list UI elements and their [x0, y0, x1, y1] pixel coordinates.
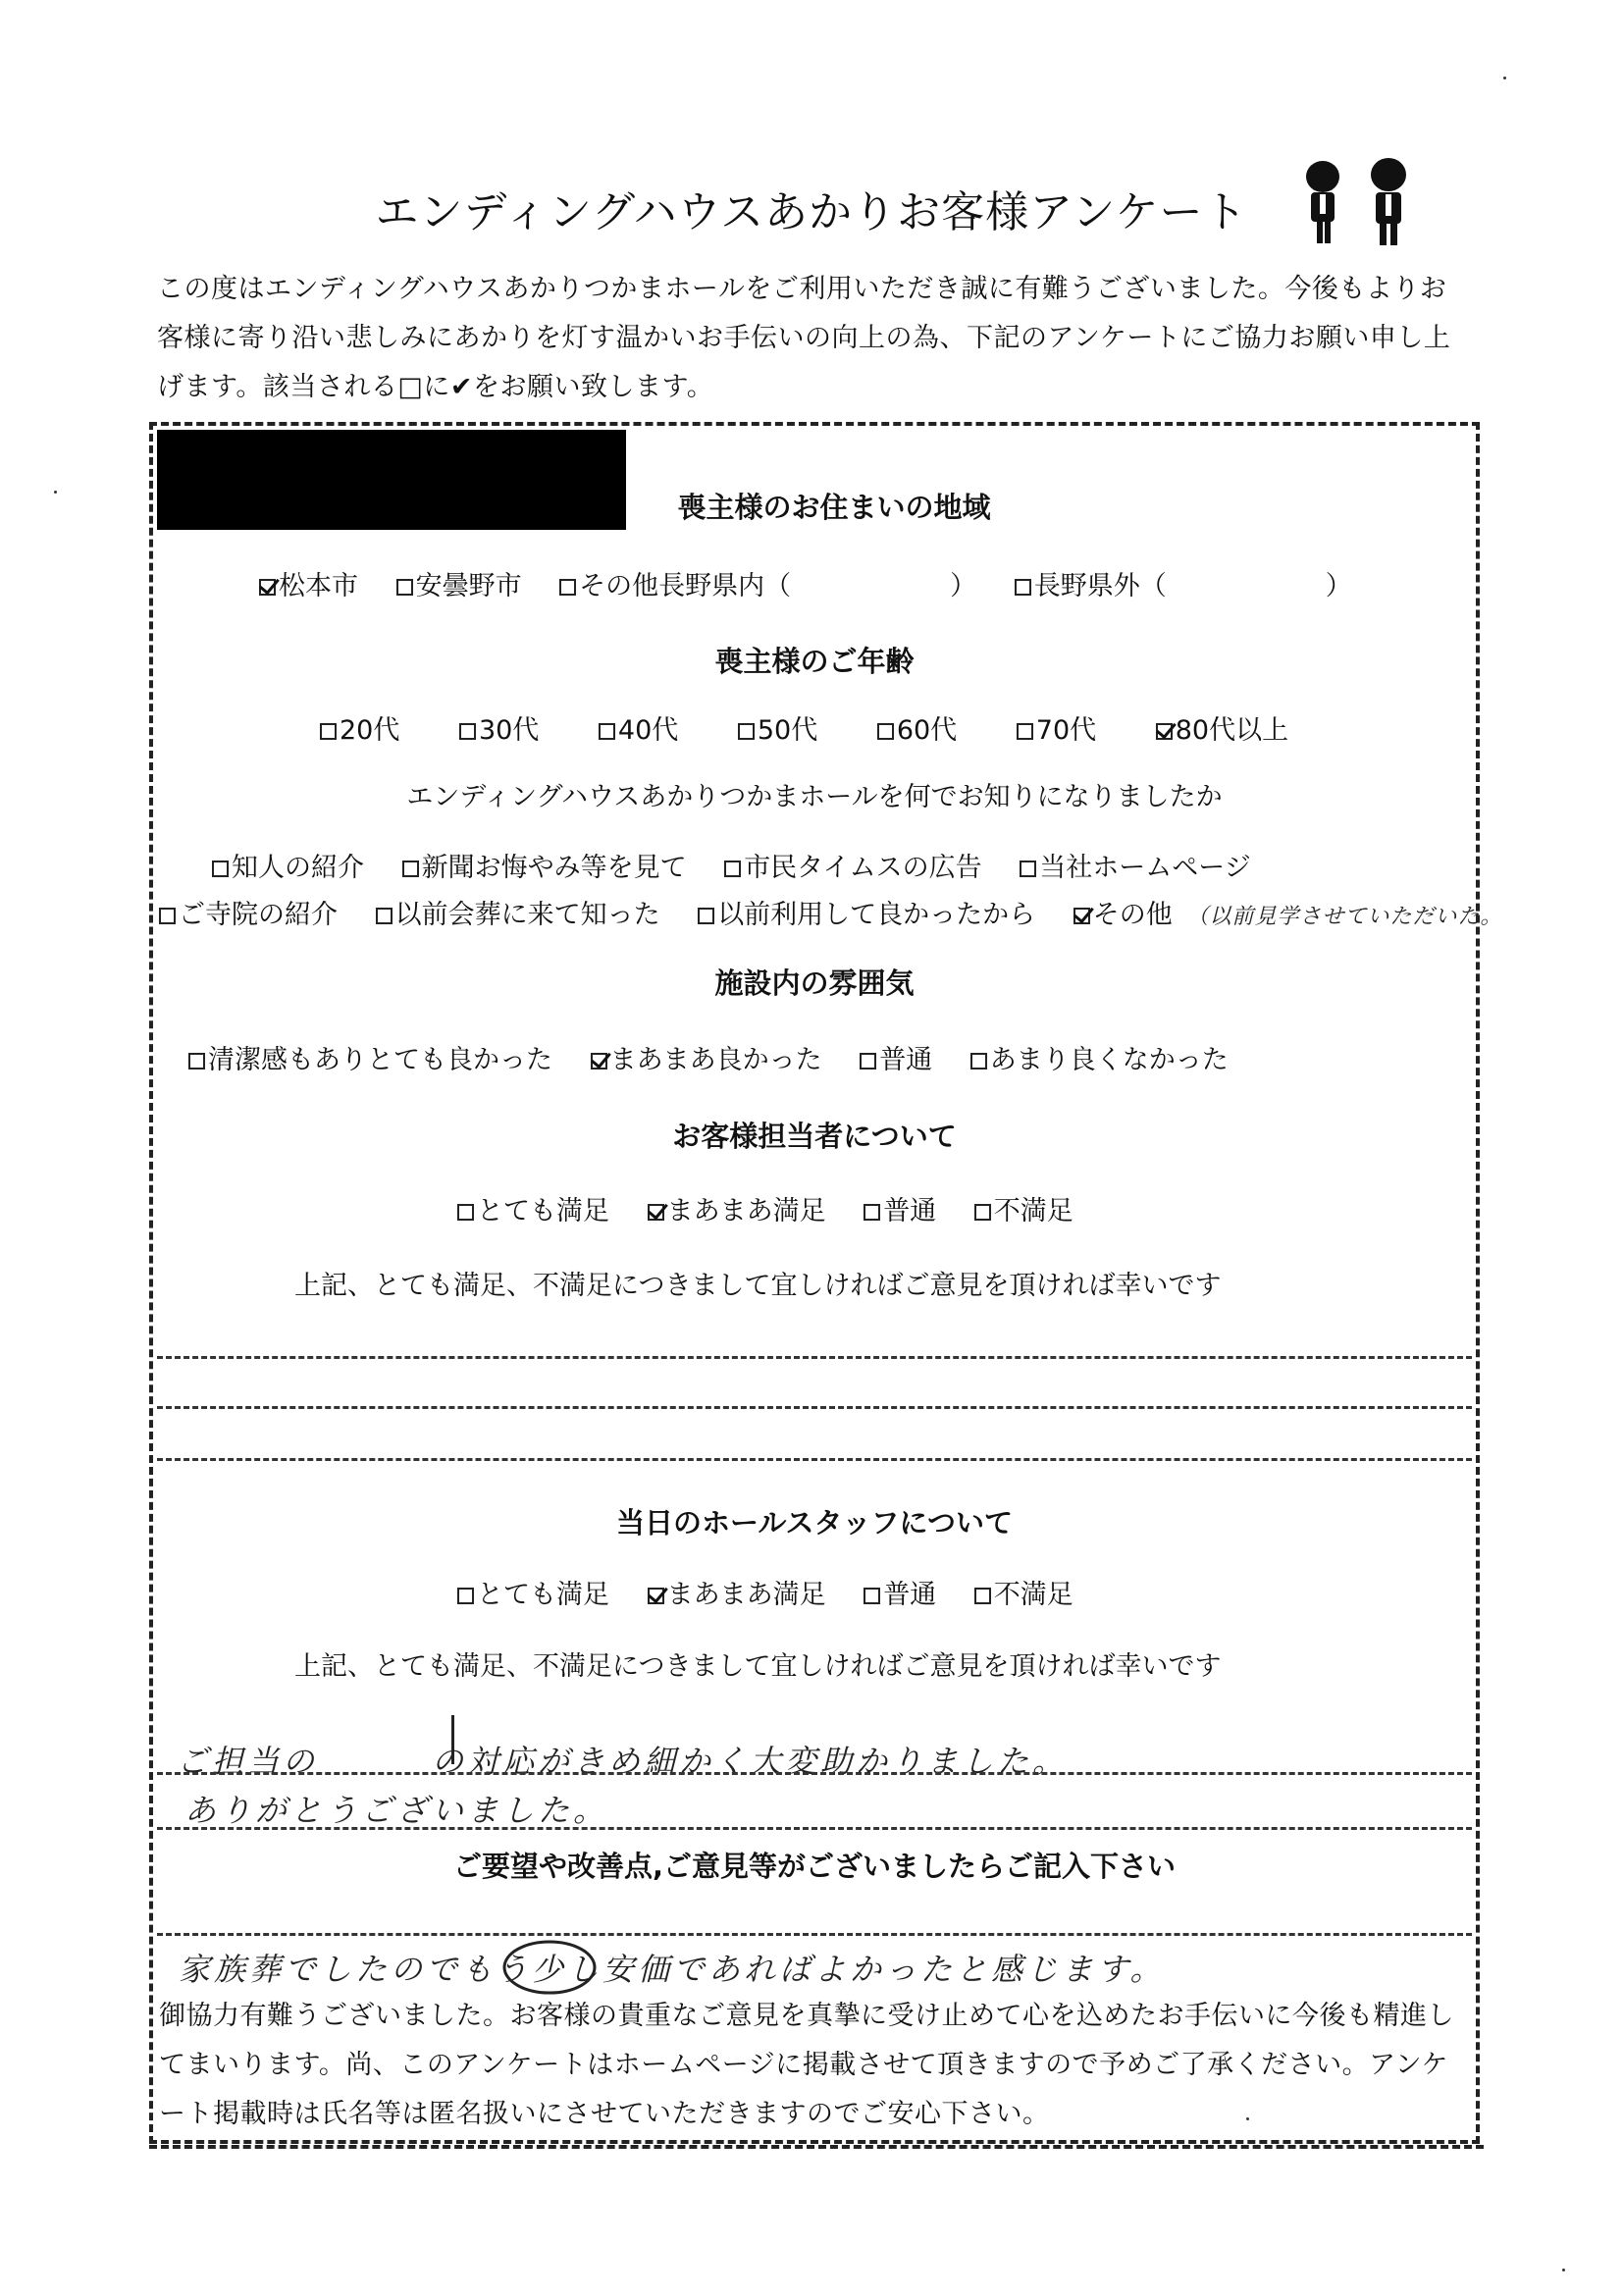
checkbox[interactable]	[1020, 861, 1036, 877]
requests-comment: 家族葬でしたのでもう少し安価であればよかったと感じます。	[179, 1951, 1166, 1988]
facility-heading: 施設内の雰囲気	[714, 966, 915, 1000]
scan-speck	[1503, 77, 1506, 79]
closing-text: 御協力有難うございました。お客様の貴重なご意見を真摯に受け止めて心を込めたお手伝いに今後も精進してまいります。尚、このアンケートはホームページに掲載させて頂きますので予めご了承ください。アンケート掲載時は氏名等は匿名扱いにさせていただきますのでご安心下さい。	[159, 2001, 1454, 2129]
hall-staff-option-very-satisfied[interactable]: とても満足	[457, 1573, 609, 1611]
checkbox[interactable]	[259, 579, 276, 596]
age-heading: 喪主様のご年齢	[714, 645, 915, 678]
age-option-20s[interactable]: 20代	[320, 708, 399, 747]
staff-option-fairly-satisfied[interactable]: まあまあ満足	[648, 1189, 826, 1227]
frame-bottom-rule	[149, 2145, 1484, 2149]
hall-staff-heading: 当日のホールスタッフについて	[616, 1506, 1013, 1539]
source-option-newspaper[interactable]: 新聞お悔やみ等を見て	[402, 846, 687, 884]
facility-option-not-good[interactable]: あまり良くなかった	[970, 1038, 1229, 1076]
checkbox[interactable]	[864, 1204, 880, 1221]
checkbox[interactable]	[396, 579, 413, 596]
age-option-70s[interactable]: 70代	[1017, 708, 1096, 747]
region-option-azumino[interactable]: 安曇野市	[396, 564, 522, 602]
staff-option-very-satisfied[interactable]: とても満足	[457, 1189, 609, 1227]
age-option-40s[interactable]: 40代	[599, 708, 678, 747]
source-option-times-ad[interactable]: 市民タイムスの広告	[724, 846, 981, 884]
hall-staff-comment-rule-2[interactable]	[157, 1827, 1472, 1830]
checkbox[interactable]	[974, 1588, 991, 1604]
source-other-handwritten-note: （以前見学させていただいた。	[1186, 905, 1503, 929]
checkbox[interactable]	[648, 1588, 664, 1604]
hall-staff-prompt: 上記、とても満足、不満足につきまして宜しければご意見を頂ければ幸いです	[294, 1651, 1222, 1682]
staff-prompt: 上記、とても満足、不満足につきまして宜しければご意見を頂ければ幸いです	[294, 1271, 1222, 1301]
facility-option-fairly-good[interactable]: まあまあ良かった	[591, 1038, 822, 1076]
hall-staff-option-fairly-satisfied[interactable]: まあまあ満足	[648, 1573, 826, 1611]
checkbox[interactable]	[648, 1204, 664, 1221]
age-option-50s[interactable]: 50代	[738, 708, 817, 747]
scan-speck	[54, 491, 57, 494]
facility-options	[188, 1038, 1258, 1076]
checkbox[interactable]	[320, 723, 337, 740]
staff-heading: お客様担当者について	[672, 1120, 957, 1153]
checkbox[interactable]	[860, 1053, 876, 1070]
checkbox[interactable]	[159, 908, 176, 924]
checkbox[interactable]	[738, 723, 755, 740]
checkbox[interactable]	[1156, 723, 1173, 740]
circled-word-mark	[500, 1938, 599, 1997]
staff-figures-illustration	[1293, 155, 1431, 253]
checkbox[interactable]	[1017, 723, 1033, 740]
source-heading: エンディングハウスあかりつかまホールを何でお知りになりましたか	[406, 782, 1223, 812]
requests-heading: ご要望や改善点,ご意見等がございましたらご記入下さい	[452, 1850, 1177, 1883]
checkbox[interactable]	[459, 723, 476, 740]
source-option-other[interactable]: その他	[1073, 893, 1173, 931]
requests-comment-rule-1[interactable]	[157, 1933, 1472, 1936]
source-option-previous-attendance[interactable]: 以前会葬に来て知った	[376, 893, 660, 931]
staff-option-normal[interactable]: 普通	[864, 1189, 936, 1227]
staff-comment-line-3[interactable]	[157, 1458, 1472, 1461]
checkbox[interactable]	[559, 579, 576, 596]
redacted-name-block	[157, 430, 626, 530]
checkbox[interactable]	[1015, 579, 1031, 596]
checkbox[interactable]	[591, 1053, 607, 1070]
age-option-60s[interactable]: 60代	[877, 708, 957, 747]
source-option-homepage[interactable]: 当社ホームページ	[1020, 846, 1250, 884]
hall-staff-comment-rule-1[interactable]	[157, 1772, 1472, 1775]
region-options	[259, 564, 1382, 602]
intro-text: この度はエンディングハウスあかりつかまホールをご利用いただき誠に有難うございました。今後もよりお客様に寄り沿い悲しみにあかりを灯す温かいお手伝いの向上の為、下記のアンケートにご協力お願い申し上げます。該当される□に✔をお願い致します。	[157, 274, 1451, 402]
source-option-previous-use[interactable]: 以前利用して良かったから	[698, 893, 1035, 931]
age-option-30s[interactable]: 30代	[459, 708, 539, 747]
checkbox[interactable]	[457, 1204, 474, 1221]
checkbox[interactable]	[698, 908, 714, 924]
checkbox[interactable]	[1073, 908, 1090, 924]
source-option-acquaintance[interactable]: 知人の紹介	[212, 846, 364, 884]
checkbox[interactable]	[724, 861, 741, 877]
scan-speck	[1562, 2269, 1565, 2271]
staff-options	[457, 1189, 1103, 1227]
source-options-row1	[212, 846, 1281, 884]
source-options-row2	[159, 893, 1502, 931]
source-option-temple[interactable]: ご寺院の紹介	[159, 893, 338, 931]
checkbox[interactable]	[212, 861, 229, 877]
staff-option-dissatisfied[interactable]: 不満足	[974, 1189, 1073, 1227]
checkbox[interactable]	[376, 908, 393, 924]
region-option-outside-nagano[interactable]: 長野県外（ ）	[1015, 564, 1352, 602]
scan-speck	[1246, 2117, 1249, 2120]
region-heading: 喪主様のお住まいの地域	[677, 491, 991, 524]
checkbox[interactable]	[877, 723, 894, 740]
checkbox[interactable]	[188, 1053, 205, 1070]
hall-staff-comment-name-prefix: ご担当の	[177, 1743, 319, 1780]
hall-staff-option-normal[interactable]: 普通	[864, 1573, 936, 1611]
checkbox[interactable]	[970, 1053, 987, 1070]
checkbox[interactable]	[402, 861, 419, 877]
staff-figure-right	[1371, 158, 1406, 245]
hall-staff-comment-line-2: ありがとうございました。	[184, 1792, 609, 1829]
checkbox[interactable]	[974, 1204, 991, 1221]
hall-staff-option-dissatisfied[interactable]: 不満足	[974, 1573, 1073, 1611]
facility-option-normal[interactable]: 普通	[860, 1038, 932, 1076]
age-option-80s-plus[interactable]: 80代以上	[1156, 708, 1288, 747]
staff-figure-left	[1306, 161, 1339, 243]
checkbox[interactable]	[864, 1588, 880, 1604]
facility-option-very-good[interactable]: 清潔感もありとても良かった	[188, 1038, 552, 1076]
region-option-other-nagano[interactable]: その他長野県内（ ）	[559, 564, 976, 602]
region-option-matsumoto[interactable]: 松本市	[259, 564, 358, 602]
age-options	[320, 708, 1288, 747]
checkbox[interactable]	[457, 1588, 474, 1604]
staff-comment-line-1[interactable]	[157, 1356, 1472, 1359]
hall-staff-comment-line-1: の対応がきめ細かく大変助かりました。	[432, 1743, 1069, 1780]
hall-staff-options	[457, 1573, 1103, 1611]
staff-comment-line-2[interactable]	[157, 1406, 1472, 1409]
survey-title: エンディングハウスあかりお客様アンケート	[375, 187, 1248, 237]
checkbox[interactable]	[599, 723, 615, 740]
